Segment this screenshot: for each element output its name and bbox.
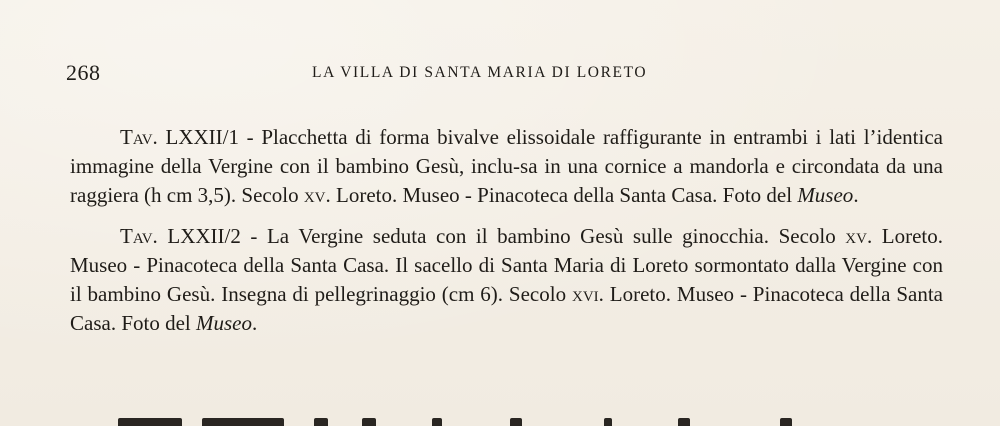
caption-end: . [252,311,258,335]
caption-text: Placchetta di forma bivalve elissoidale raffigurante in entrambi i lati l’identica immagine della Vergine con il bambino Gesù, inclu-sa in una cornice a mandorla e circondata da una raggiera (h cm 3,5). Secolo [70,125,943,207]
caption-entry-2 [70,222,943,338]
cropped-glyphs [432,418,442,426]
caption-entry-1 [70,123,943,210]
plate-reference: LXXII/1 - [157,125,262,149]
page-number: 268 [66,60,101,85]
caption-end: . [853,183,859,207]
photo-credit: Museo [196,311,252,335]
photo-credit: Museo [797,183,854,207]
tav-label: Tav. [120,125,158,149]
running-title: LA VILLA DI SANTA MARIA DI LORETO [312,64,648,81]
caption-text: . Loreto. Museo - Pinacoteca della Santa Casa. Il sacello di Santa Maria di Loreto sormontato dalla Vergine con il bambino Gesù. Insegna di pellegrinaggio (cm 6). Secolo [70,224,943,306]
century-numeral: xv [303,183,326,207]
cropped-next-line [118,412,818,426]
cropped-glyphs [780,418,792,426]
plate-reference: LXXII/2 - [157,224,267,248]
caption-text: La Vergine seduta con il bambino Gesù sulle ginocchia. Secolo [266,224,846,248]
cropped-glyphs [118,418,182,426]
cropped-glyphs [314,418,328,426]
century-numeral: xvi [571,282,599,306]
cropped-glyphs [362,418,376,426]
cropped-glyphs [604,418,612,426]
caption-list [70,123,943,350]
cropped-glyphs [678,418,690,426]
tav-label: Tav. [120,224,158,248]
caption-text: . Loreto. Museo - Pinacoteca della Santa Casa. Foto del [70,282,943,335]
cropped-glyphs [202,418,284,426]
caption-text: . Loreto. Museo - Pinacoteca della Santa Casa. Foto del [325,183,798,207]
page-header [66,58,946,94]
cropped-glyphs [510,418,522,426]
century-numeral: xv [845,224,867,248]
